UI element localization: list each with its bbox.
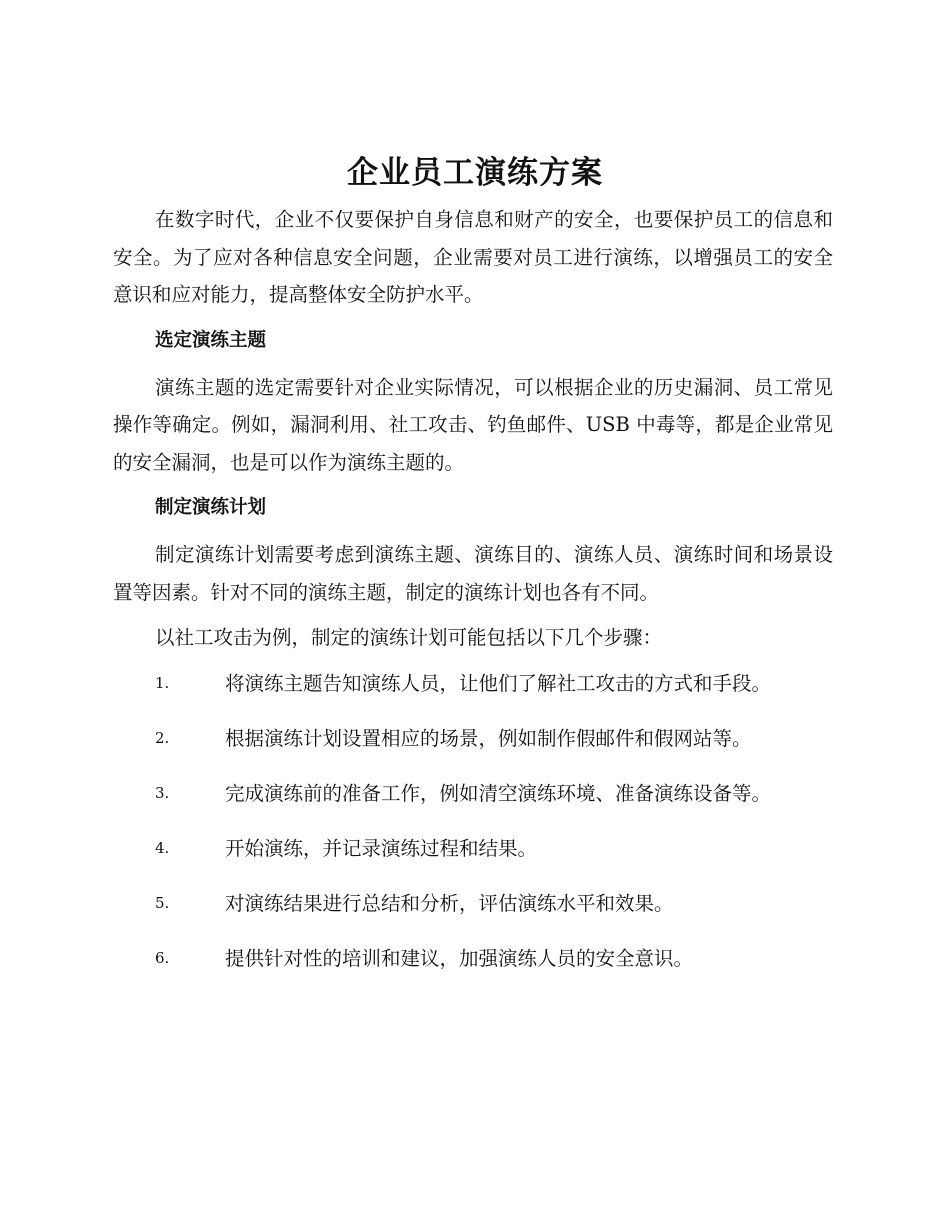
- section-heading-plan: 制定演练计划: [155, 497, 267, 518]
- list-item: [113, 885, 833, 940]
- list-item: [113, 830, 833, 885]
- list-item-text: 将演练主题告知演练人员，让他们了解社工攻击的方式和手段。: [225, 671, 772, 695]
- list-item-number: 6.: [155, 948, 170, 967]
- list-item: [113, 940, 833, 995]
- document-body: [113, 201, 833, 995]
- intro-paragraph: 在数字时代，企业不仅要保护自身信息和财产的安全，也要保护员工的信息和安全。为了应对各种信息安全问题，企业需要对员工进行演练，以增强员工的安全意识和应对能力，提高整体安全防护水平。: [113, 208, 833, 306]
- list-item-number: 1.: [155, 673, 170, 692]
- plan-example-paragraph: 以社工攻击为例，制定的演练计划可能包括以下几个步骤：: [155, 626, 663, 649]
- document-title: 企业员工演练方案: [347, 155, 603, 191]
- plan-paragraph: 制定演练计划需要考虑到演练主题、演练目的、演练人员、演练时间和场景设置等因素。针对不同的演练主题，制定的演练计划也各有不同。: [113, 543, 833, 604]
- list-item-text: 完成演练前的准备工作，例如清空演练环境、准备演练设备等。: [225, 781, 772, 805]
- list-item-text: 对演练结果进行总结和分析，评估演练水平和效果。: [225, 891, 674, 915]
- list-item-number: 2.: [155, 728, 170, 747]
- list-item-text: 根据演练计划设置相应的场景，例如制作假邮件和假网站等。: [225, 726, 752, 750]
- steps-list: [113, 665, 833, 995]
- topic-paragraph: 演练主题的选定需要针对企业实际情况，可以根据企业的历史漏洞、员工常见操作等确定。例如，漏洞利用、社工攻击、钓鱼邮件、USB 中毒等，都是企业常见的安全漏洞，也是可以作为演练主题的。: [113, 375, 833, 474]
- list-item-number: 4.: [155, 838, 170, 857]
- list-item-number: 5.: [155, 893, 170, 912]
- list-item-number: 3.: [155, 783, 170, 802]
- list-item-text: 开始演练，并记录演练过程和结果。: [225, 836, 538, 860]
- list-item: [113, 720, 833, 775]
- list-item: [113, 775, 833, 830]
- section-heading-topic: 选定演练主题: [155, 329, 267, 351]
- list-item: [113, 665, 833, 720]
- list-item-text: 提供针对性的培训和建议，加强演练人员的安全意识。: [225, 946, 694, 970]
